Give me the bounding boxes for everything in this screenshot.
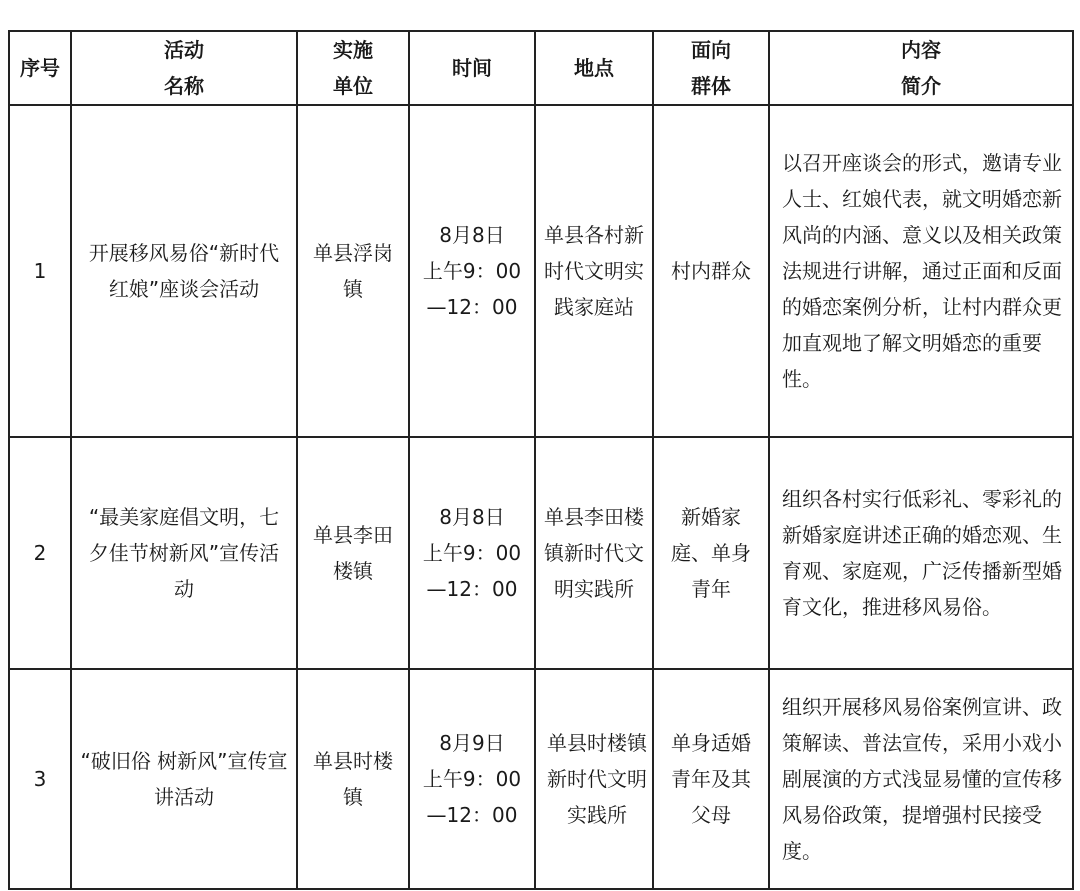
cell-index: 3 (9, 669, 71, 889)
header-location: 地点 (535, 31, 653, 105)
header-audience: 面向 群体 (653, 31, 769, 105)
cell-time: 8月8日 上午9：00 —12：00 (409, 437, 535, 669)
cell-description: 组织开展移风易俗案例宣讲、政策解读、普法宣传，采用小戏小剧展演的方式浅显易懂的宣传移风易俗政策，提增强村民接受度。 (769, 669, 1073, 889)
table-row (9, 669, 1073, 889)
cell-description: 组织各村实行低彩礼、零彩礼的新婚家庭讲述正确的婚恋观、生育观、家庭观，广泛传播新型婚育文化，推进移风易俗。 (769, 437, 1073, 669)
cell-time: 8月9日 上午9：00 —12：00 (409, 669, 535, 889)
cell-unit: 单县浮岗镇 (297, 105, 409, 437)
cell-location: 单县各村新时代文明实践家庭站 (535, 105, 653, 437)
cell-activity-name: “最美家庭倡文明，七夕佳节树新风”宣传活动 (71, 437, 297, 669)
cell-index: 2 (9, 437, 71, 669)
cell-location: 单县李田楼镇新时代文明实践所 (535, 437, 653, 669)
cell-unit: 单县时楼镇 (297, 669, 409, 889)
cell-activity-name: “破旧俗 树新风”宣传宣讲活动 (71, 669, 297, 889)
cell-activity-name: 开展移风易俗“新时代红娘”座谈会活动 (71, 105, 297, 437)
table-row (9, 437, 1073, 669)
header-index: 序号 (9, 31, 71, 105)
header-time: 时间 (409, 31, 535, 105)
activity-table (8, 30, 1074, 890)
cell-time: 8月8日 上午9：00 —12：00 (409, 105, 535, 437)
header-unit: 实施 单位 (297, 31, 409, 105)
header-description: 内容 简介 (769, 31, 1073, 105)
activity-table-container (8, 30, 1072, 890)
cell-audience: 村内群众 (653, 105, 769, 437)
table-row (9, 105, 1073, 437)
cell-unit: 单县李田楼镇 (297, 437, 409, 669)
header-activity-name: 活动 名称 (71, 31, 297, 105)
cell-audience: 单身适婚青年及其父母 (653, 669, 769, 889)
cell-index: 1 (9, 105, 71, 437)
cell-location: 单县时楼镇新时代文明实践所 (535, 669, 653, 889)
table-header-row (9, 31, 1073, 105)
cell-audience: 新婚家庭、单身青年 (653, 437, 769, 669)
cell-description: 以召开座谈会的形式，邀请专业人士、红娘代表，就文明婚恋新风尚的内涵、意义以及相关政策法规进行讲解，通过正面和反面的婚恋案例分析，让村内群众更加直观地了解文明婚恋的重要性。 (769, 105, 1073, 437)
